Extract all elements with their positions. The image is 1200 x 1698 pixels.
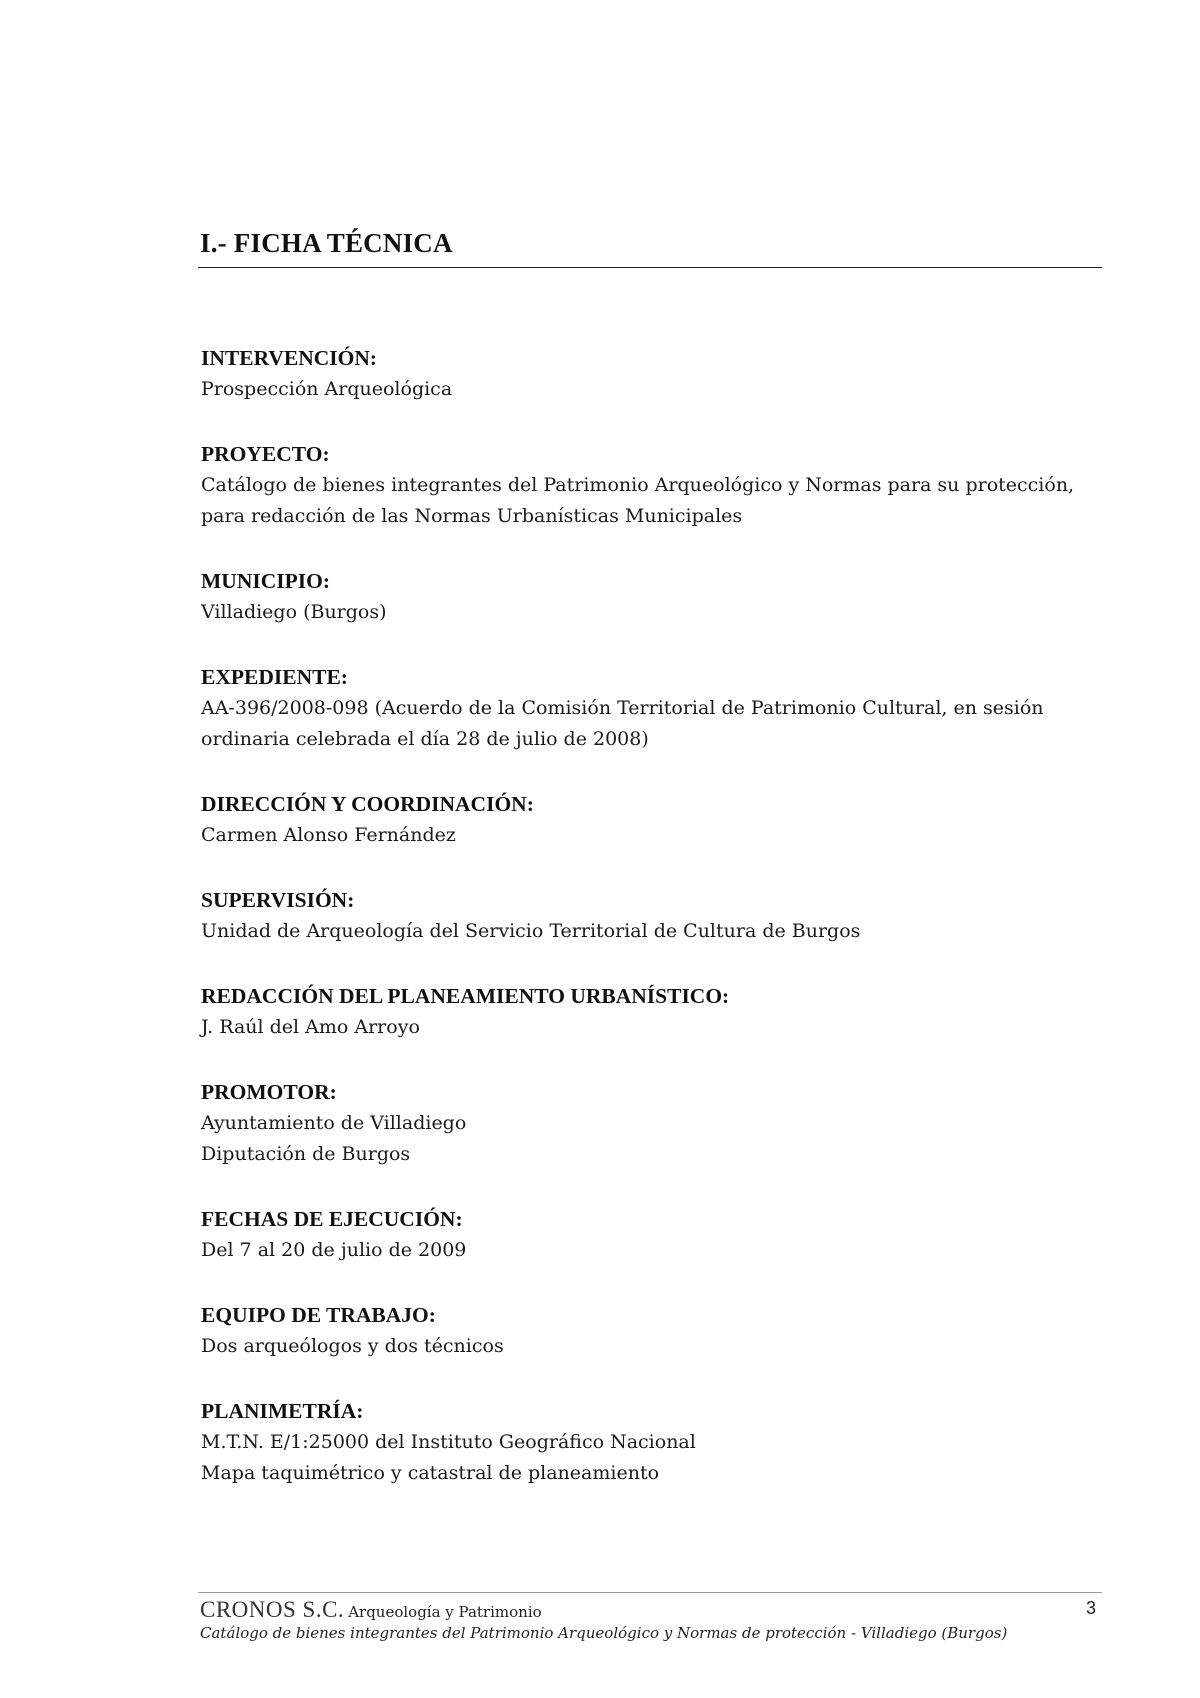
section-redaccion [201,981,1106,1043]
section-planimetria [201,1396,1106,1489]
section-value: Dos arqueólogos y dos técnicos [201,1335,504,1357]
footer-caption: Catálogo de bienes integrantes del Patrimonio Arqueológico y Normas de protección - Villadiego (Burgos) [200,1624,1008,1642]
section-promotor [201,1077,1106,1170]
section-value: para redacción de las Normas Urbanísticas Municipales [201,505,743,527]
section-value: Carmen Alonso Fernández [201,824,456,846]
section-value: Del 7 al 20 de julio de 2009 [201,1239,467,1261]
page-title: I.- FICHA TÉCNICA [200,228,453,258]
section-label: SUPERVISIÓN: [201,888,355,912]
section-equipo [201,1300,1106,1362]
section-label: MUNICIPIO: [201,569,330,593]
section-proyecto [201,439,1106,532]
section-label: FECHAS DE EJECUCIÓN: [201,1207,463,1231]
footer-divider [198,1592,1102,1593]
section-value: M.T.N. E/1:25000 del Instituto Geográfico Nacional [201,1431,696,1453]
section-value: Mapa taquimétrico y catastral de planeamiento [201,1462,660,1484]
section-value: Villadiego (Burgos) [201,601,387,623]
section-value: Unidad de Arqueología del Servicio Territorial de Cultura de Burgos [201,920,861,942]
section-value: Prospección Arqueológica [201,378,453,400]
section-value: J. Raúl del Amo Arroyo [201,1016,420,1038]
section-label: PLANIMETRÍA: [201,1399,364,1423]
section-label: EXPEDIENTE: [201,665,348,689]
section-intervencion [201,343,1106,405]
footer-brand [200,1597,542,1623]
section-supervision [201,885,1106,947]
section-value: Ayuntamiento de Villadiego [201,1112,467,1134]
section-value: AA-396/2008-098 (Acuerdo de la Comisión Territorial de Patrimonio Cultural, en sesión [201,697,1044,719]
footer-brand-name: CRONOS S.C. [200,1597,345,1622]
section-label: PROYECTO: [201,442,330,466]
section-fechas [201,1204,1106,1266]
section-label: INTERVENCIÓN: [201,346,378,370]
section-municipio [201,566,1106,628]
page-number: 3 [1086,1598,1097,1618]
footer-brand-subtitle: Arqueología y Patrimonio [348,1603,542,1621]
technical-sheet [201,343,1106,1523]
section-label: REDACCIÓN DEL PLANEAMIENTO URBANÍSTICO: [201,984,730,1008]
section-label: DIRECCIÓN Y COORDINACIÓN: [201,792,534,816]
section-label: EQUIPO DE TRABAJO: [201,1303,436,1327]
section-direccion [201,789,1106,851]
section-value: Diputación de Burgos [201,1143,411,1165]
section-expediente [201,662,1106,755]
section-value: Catálogo de bienes integrantes del Patrimonio Arqueológico y Normas para su protección, [201,474,1075,496]
title-underline [198,267,1102,268]
section-value: ordinaria celebrada el día 28 de julio de 2008) [201,728,649,750]
section-label: PROMOTOR: [201,1080,337,1104]
